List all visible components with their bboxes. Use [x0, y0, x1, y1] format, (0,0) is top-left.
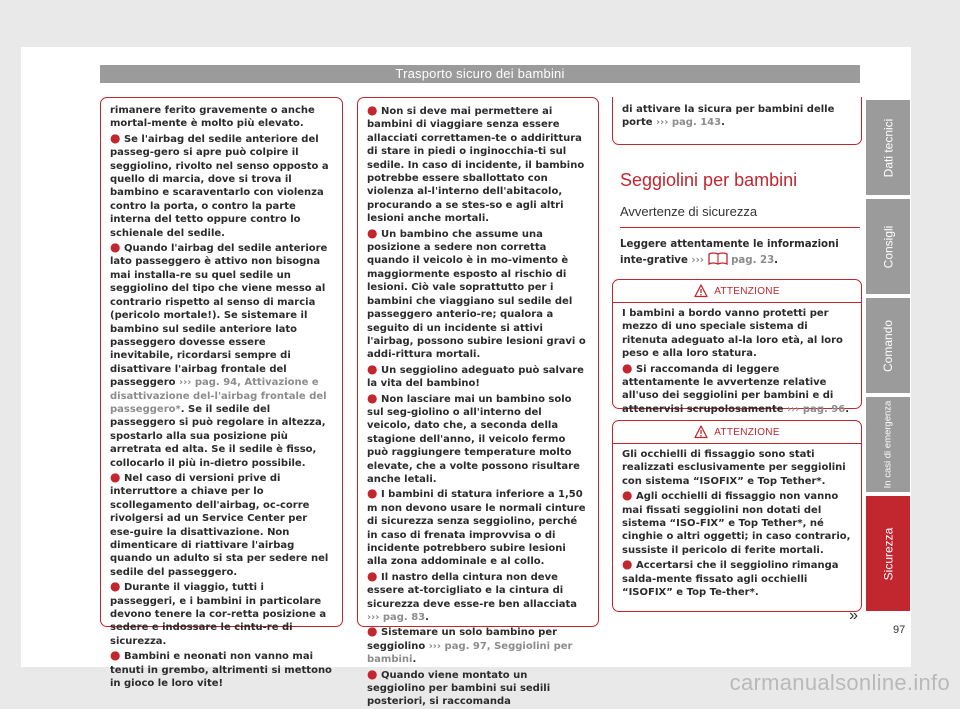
bullet-item: ● Si raccomanda di leggere attentamente le avvertenze relative all'uso dei seggiolini per bambini e di attenervisi scrupolosamente ››› pag. 96.: [622, 360, 849, 415]
bullet-icon: ●: [367, 568, 378, 583]
bullet-icon: ●: [367, 390, 378, 405]
header-title: Trasporto sicuro dei bambini: [395, 66, 565, 81]
bullet-icon: ●: [110, 240, 121, 255]
page-reference-link[interactable]: ››› pag. 143: [656, 117, 722, 129]
bullet-icon: ●: [110, 130, 121, 145]
page-reference-link[interactable]: ››› pag. 94, Attivazione e disattivazione del-l'airbag frontale del passeggero*: [110, 377, 327, 415]
section-subtitle: Avvertenze di sicurezza: [620, 203, 860, 228]
page-reference-link[interactable]: ››› pag. 23: [691, 255, 774, 266]
page-number: 97: [893, 624, 906, 636]
middle-text-column: [357, 97, 599, 708]
warning-triangle-icon: [694, 284, 708, 298]
bullet-item: ● Un seggiolino adeguato può salvare la vita del bambino!: [367, 361, 584, 390]
continued-box: [612, 97, 862, 145]
warning-label: ATTENZIONE: [714, 285, 780, 297]
tab-sicurezza[interactable]: Sicurezza: [866, 496, 910, 611]
intro-paragraph: Leggere attentamente le informazioni inte-grative ››› pag. 23.: [620, 239, 839, 266]
book-icon: [708, 252, 728, 265]
bullet-icon: ●: [367, 103, 378, 117]
bullet-item: ● Nel caso di versioni prive di interruttore a chiave per lo scollegamento dell'airbag, oc-corre rivolgersi ad un Service Center per ese-guire la disattivazione. Non dimenticare di riattivare l'airbag quando un adulto si sta per sedere nel sedile del passeggero.: [110, 469, 329, 578]
warning-label: ATTENZIONE: [714, 426, 780, 438]
bullet-item: ● Se l'airbag del sedile anteriore del passeg-gero si apre può colpire il seggiolino, rivolto nel senso opposto a quello di marcia, dove si trova il bambino e scaraventarlo con violenza contro la porta, o contro la parte interna del tetto oppure contro lo schienale del sedile.: [110, 130, 329, 239]
bullet-item: ● Accertarsi che il seggiolino rimanga salda-mente fissato agli occhielli “ISOFIX” e Top Te-ther*.: [622, 557, 839, 599]
paragraph: Gli occhielli di fissaggio sono stati realizzati esclusivamente per seggiolini con sistema “ISOFIX” e Top Tether*.: [622, 449, 846, 487]
bullet-icon: ●: [110, 579, 121, 594]
bullet-item: ● Agli occhielli di fissaggio non vanno mai fissati seggiolini non dotati del sistema “ISO-FIX” e Top Tether*, né cinghie o altri oggetti; in caso contrario, sussiste il pericolo di ferite mortali.: [622, 488, 851, 556]
paragraph: rimanere ferito gravemente o anche mortal-mente è molto più elevato.: [110, 105, 315, 130]
warning-box: [612, 420, 862, 612]
bullet-icon: ●: [367, 361, 378, 376]
warning-header: [613, 280, 861, 303]
bullet-icon: ●: [622, 488, 633, 503]
continue-arrow-icon: »: [849, 607, 858, 624]
left-text-column: [100, 97, 343, 690]
right-column: [612, 97, 862, 637]
bullet-item: ● Quando viene montato un seggiolino per bambini sui sedili posteriori, si raccomanda: [367, 666, 551, 708]
watermark: carmanualsonline.info: [729, 670, 950, 695]
bullet-item: ● Sistemare un solo bambino per seggiolino ››› pag. 97, Seggiolini per bambini.: [367, 624, 573, 666]
tab-in-casi-di-emergenza[interactable]: In casi di emergenza: [866, 397, 910, 492]
bullet-icon: ●: [367, 666, 378, 681]
page-reference-link[interactable]: ››› pag. 96: [787, 403, 846, 415]
paragraph: di attivare la sicura per bambini delle porte ››› pag. 143.: [622, 104, 835, 129]
bullet-item: ● Il nastro della cintura non deve essere at-torcigliato e la cintura di sicurezza deve esse-re ben allacciata ››› pag. 83.: [367, 568, 577, 624]
page-reference-link[interactable]: ››› pag. 97, Seggiolini per bambini: [367, 640, 573, 666]
bullet-item: ● Durante il viaggio, tutti i passeggeri, e i bambini in particolare devono tenere la cor-retta posizione a sedere e indossare le cintu-re di sicurezza.: [110, 579, 327, 647]
tab-dati-tecnici[interactable]: Dati tecnici: [866, 100, 910, 195]
bullet-icon: ●: [110, 469, 121, 484]
tab-comando[interactable]: Comando: [866, 298, 910, 393]
bullet-item: ● Non lasciare mai un bambino solo sul seg-giolino o all'interno del veicolo, dato che, a seconda della stagione dell'anno, il veicolo fermo può raggiungere temperature molto elevate, che a volte possono risultare anche letali.: [367, 390, 580, 485]
page-header: [100, 65, 860, 83]
bullet-item: ● Bambini e neonati non vanno mai tenuti in grembo, altrimenti si mettono in gioco le loro vite!: [110, 648, 332, 690]
warning-header: [613, 421, 861, 444]
bullet-icon: ●: [622, 360, 633, 375]
bullet-item: ● Un bambino che assume una posizione a sedere non corretta quando il veicolo è in mo-vimento è maggiormente esposto al rischio di lesioni. Ciò vale soprattutto per i bambini che viaggiano sul sedile del passeggero anterio-re; qualora a seguito di un incidente si attivi l'airbag, possono subire lesioni gravi o addi-rittura mortali.: [367, 225, 586, 361]
page-reference-link[interactable]: ››› pag. 83: [367, 612, 426, 624]
bullet-item: ● I bambini di statura inferiore a 1,50 m non devono usare le normali cinture di sicurezza senza seggiolino, perché in caso di frenata improvvisa o di incidente potrebbero subire lesioni alla zona addominale e al collo.: [367, 486, 586, 568]
bullet-item: ● Quando l'airbag del sedile anteriore lato passeggero è attivo non bisogna mai installa-re su quel sedile un seggiolino del tipo che viene messo al contrario rispetto al senso di marcia (pericolo mortale!). Se sistemare il bambino sul sedile anteriore lato passeggero dovesse essere inevitabile, ricordarsi sempre di disattivare l'airbag frontale del passeggero ››› pag. 94, Attivazione e disattivazione del-l'airbag frontale del passeggero*. Se il sedile del passeggero si può regolare in altezza, spostarlo alla sua posizione più arretrata ed alta. Se il sedile è fisso, collocarlo il più in-dietro possibile.: [110, 240, 328, 469]
paragraph: I bambini a bordo vanno protetti per mezzo di uno speciale sistema di ritenuta adeguato al-la loro età, al loro peso e alla loro statura.: [622, 308, 843, 360]
section-title: Seggiolini per bambini: [620, 170, 798, 190]
bullet-item: ● Non si deve mai permettere ai bambini di viaggiare senza essere allacciati correttamen-te o addirittura di stare in piedi o inginocchia-ti sul sedile. In caso di incidente, il bambino potrebbe essere sballottato con violenza al-l'interno dell'abitacolo, procurando a se stes-so e agli altri lesioni anche mortali.: [367, 103, 585, 225]
warning-box: [612, 279, 862, 415]
warning-triangle-icon: [694, 425, 708, 439]
bullet-icon: ●: [622, 557, 633, 572]
bullet-icon: ●: [367, 624, 378, 639]
tab-consigli[interactable]: Consigli: [866, 199, 910, 294]
bullet-icon: ●: [367, 486, 378, 501]
bullet-icon: ●: [367, 225, 378, 240]
bullet-icon: ●: [110, 648, 121, 663]
